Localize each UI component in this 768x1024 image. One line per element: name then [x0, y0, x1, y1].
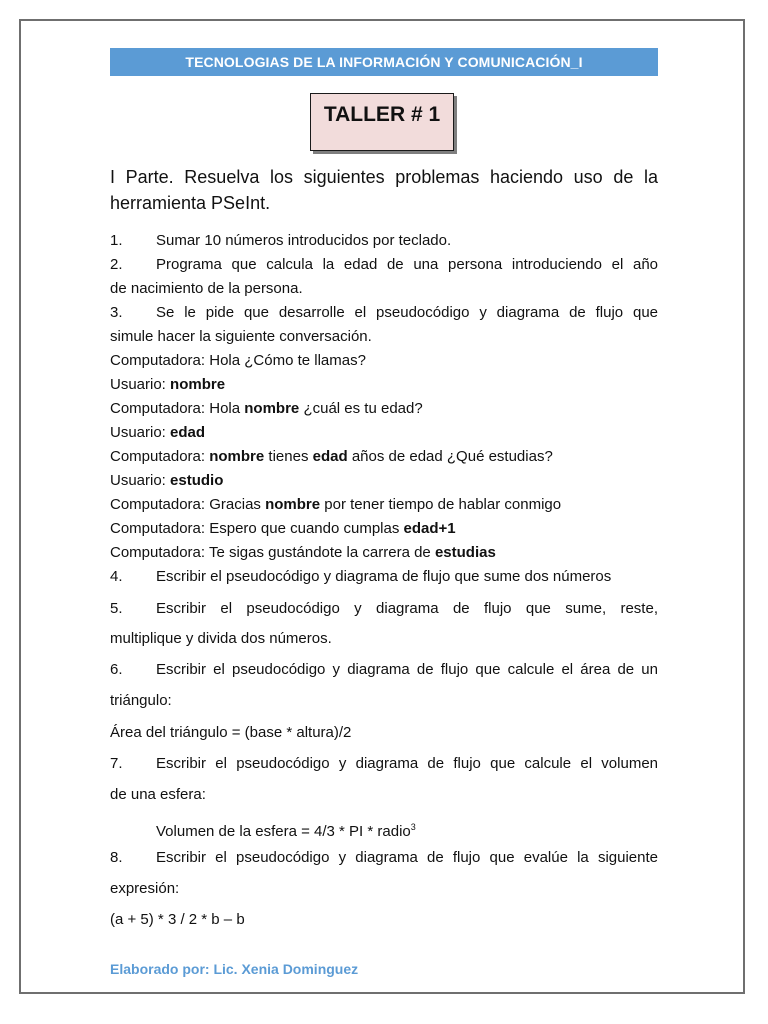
problem-7-cont: de una esfera:	[110, 786, 206, 803]
problem-4	[110, 567, 658, 587]
problem-number: 2.	[110, 256, 123, 273]
problem-number: 4.	[110, 568, 123, 585]
dialog-line	[110, 423, 658, 443]
problem-text: Escribir el pseudocódigo y diagrama de flujo que sume, reste,	[156, 600, 658, 617]
speaker-user: Usuario:	[110, 424, 166, 441]
dialog-line	[110, 495, 658, 515]
dialog-line	[110, 519, 658, 539]
problem-number: 3.	[110, 304, 123, 321]
dialog-line	[110, 399, 658, 419]
dialog-text: Gracias	[209, 496, 261, 513]
problem-5-cont: multiplique y divida dos números.	[110, 630, 332, 647]
problem-number: 5.	[110, 600, 123, 617]
author-credit: Elaborado por: Lic. Xenia Dominguez	[110, 961, 359, 977]
problem-6	[110, 660, 658, 680]
problem-number: 7.	[110, 755, 123, 772]
problem-7	[110, 754, 658, 774]
problem-5	[110, 599, 658, 619]
speaker-computer: Computadora:	[110, 544, 206, 561]
dialog-text: por tener tiempo de hablar conmigo	[324, 496, 562, 513]
dialog-line	[110, 471, 658, 491]
dialog-line	[110, 351, 658, 371]
problem-text: Escribir el pseudocódigo y diagrama de flujo que sume dos números	[156, 568, 612, 585]
speaker-computer: Computadora:	[110, 352, 206, 369]
dialog-text: tienes	[268, 448, 309, 465]
dialog-text: Hola	[209, 400, 241, 417]
problem-2	[110, 255, 658, 275]
problem-1	[110, 231, 658, 251]
problem-number: 6.	[110, 661, 123, 678]
speaker-user: Usuario:	[110, 376, 166, 393]
problem-7-formula	[156, 817, 704, 842]
problem-text: Se le pide que desarrolle el pseudocódigo y diagrama de flujo que	[156, 304, 658, 321]
dialog-var: estudias	[434, 544, 496, 561]
course-header: TECNOLOGIAS DE LA INFORMACIÓN Y COMUNICACIÓN_I	[110, 48, 658, 76]
dialog-line	[110, 543, 658, 563]
problem-8	[110, 848, 658, 868]
dialog-var: edad+1	[403, 520, 456, 537]
problem-6-formula: Área del triángulo = (base * altura)/2	[110, 724, 352, 741]
problem-3-cont: simule hacer la siguiente conversación.	[110, 328, 372, 345]
speaker-computer: Computadora:	[110, 448, 206, 465]
problem-3	[110, 303, 658, 323]
dialog-var: nombre	[244, 400, 300, 417]
dialog-var: estudio	[170, 472, 224, 489]
formula-text: Volumen de la esfera = 4/3 * PI * radio	[156, 823, 411, 840]
problem-text: Programa que calcula la edad de una persona introduciendo el año	[156, 256, 658, 273]
dialog-line	[110, 447, 658, 467]
intro-paragraph: I Parte. Resuelva los siguientes problemas haciendo uso de la herramienta PSeInt.	[110, 167, 658, 213]
speaker-computer: Computadora:	[110, 520, 206, 537]
dialog-var: nombre	[209, 448, 265, 465]
problem-number: 1.	[110, 232, 123, 249]
problem-text: Escribir el pseudocódigo y diagrama de flujo que calcule el volumen	[156, 755, 658, 772]
speaker-user: Usuario:	[110, 472, 166, 489]
dialog-var: edad	[312, 448, 348, 465]
problem-number: 8.	[110, 849, 123, 866]
dialog-text: Te sigas gustándote la carrera de	[208, 544, 431, 561]
problem-text: Sumar 10 números introducidos por teclado.	[156, 232, 452, 249]
problem-6-cont: triángulo:	[110, 692, 172, 709]
problem-8-formula: (a + 5) * 3 / 2 * b – b	[110, 911, 245, 928]
dialog-text: ¿cuál es tu edad?	[303, 400, 423, 417]
formula-exponent: 3	[410, 822, 416, 832]
dialog-line	[110, 375, 658, 395]
dialog-var: nombre	[265, 496, 321, 513]
dialog-text: Espero que cuando cumplas	[209, 520, 400, 537]
speaker-computer: Computadora:	[110, 400, 206, 417]
speaker-computer: Computadora:	[110, 496, 206, 513]
problem-2-cont: de nacimiento de la persona.	[110, 280, 303, 297]
dialog-var: nombre	[170, 376, 226, 393]
problem-text: Escribir el pseudocódigo y diagrama de flujo que calcule el área de un	[156, 661, 658, 678]
dialog-text: Hola ¿Cómo te llamas?	[209, 352, 366, 369]
dialog-text: años de edad ¿Qué estudias?	[351, 448, 553, 465]
dialog-var: edad	[170, 424, 206, 441]
problem-text: Escribir el pseudocódigo y diagrama de flujo que evalúe la siguiente	[156, 849, 658, 866]
page-title: TALLER # 1	[310, 93, 454, 151]
problem-8-cont: expresión:	[110, 880, 180, 897]
